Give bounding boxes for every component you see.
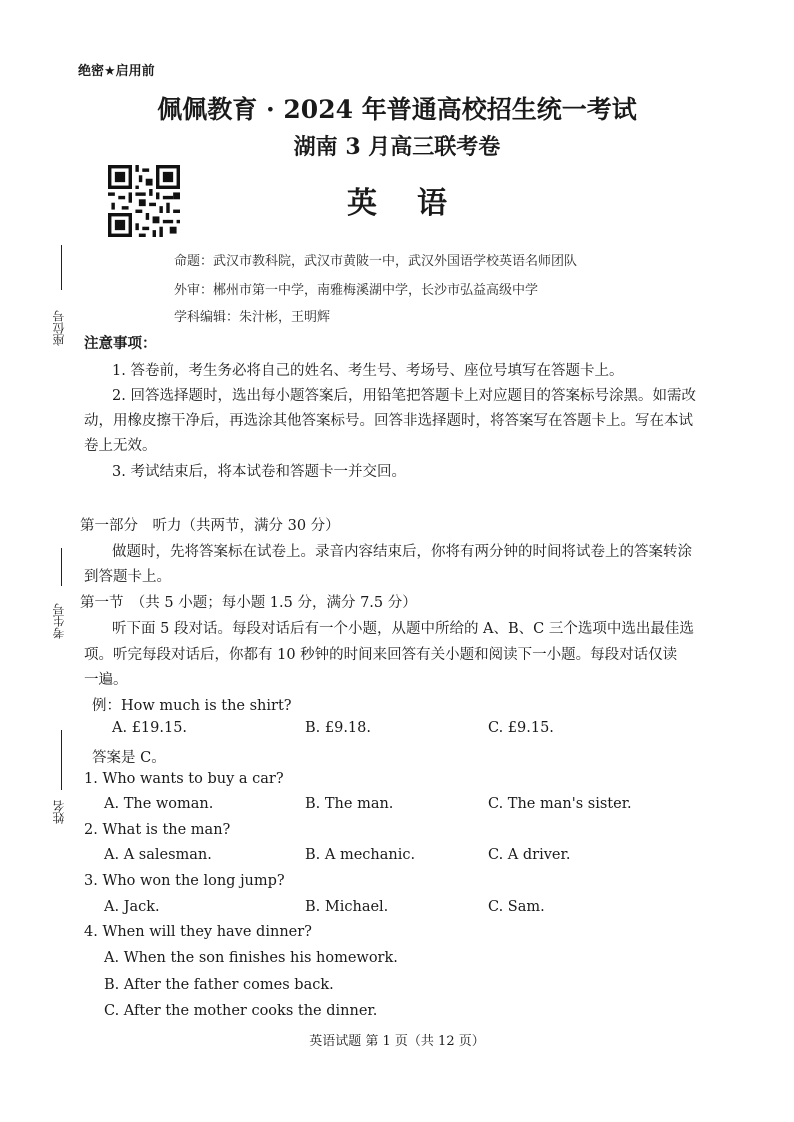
question-option: C. A driver. xyxy=(488,847,571,863)
confidential-mark: 绝密★启用前 xyxy=(78,64,155,79)
example-option-b: B. £9.18. xyxy=(305,720,371,736)
margin-label-exam-number: 考生号 xyxy=(52,603,66,639)
notes-item-2-cont: 动，用橡皮擦干净后，再选涂其他答案标号。回答非选择题时，将答案写在答题卡上。写在本试 xyxy=(84,413,693,429)
notes-item-2: 2. 回答选择题时，选出每小题答案后，用铅笔把答题卡上对应题目的答案标号涂黑。如需改 xyxy=(112,388,696,404)
part1-intro-cont: 到答题卡上。 xyxy=(84,569,171,585)
question-stem: 4. When will they have dinner? xyxy=(84,924,312,940)
question-option: B. After the father comes back. xyxy=(104,977,334,993)
question-option: B. A mechanic. xyxy=(305,847,416,863)
notes-item-2-cont: 卷上无效。 xyxy=(84,438,157,454)
question-stem: 2. What is the man? xyxy=(84,822,231,838)
margin-line xyxy=(61,730,62,790)
question-option: C. The man's sister. xyxy=(488,796,632,812)
margin-line xyxy=(61,245,62,290)
question-option: A. Jack. xyxy=(104,899,160,915)
credit-setters: 命题：武汉市教科院，武汉市黄陂一中，武汉外国语学校英语名师团队 xyxy=(174,254,578,269)
margin-label-name: 姓名 xyxy=(52,800,66,824)
margin-label-seat: 座位号 xyxy=(52,310,66,346)
example-option-c: C. £9.15. xyxy=(488,720,554,736)
subject-title: 英语 xyxy=(347,186,487,221)
part1-heading: 第一部分 听力（共两节，满分 30 分） xyxy=(80,518,340,534)
question-option: A. A salesman. xyxy=(104,847,212,863)
question-option: C. After the mother cooks the dinner. xyxy=(104,1003,378,1019)
question-option: A. When the son finishes his homework. xyxy=(104,950,398,966)
section1-instructions-cont: 一遍。 xyxy=(84,672,128,688)
question-stem: 1. Who wants to buy a car? xyxy=(84,771,284,787)
exam-title: 佩佩教育 · 2024 年普通高校招生统一考试 xyxy=(157,95,637,124)
section1-instructions: 听下面 5 段对话。每段对话后有一个小题，从题中所给的 A、B、C 三个选项中选出最佳选 xyxy=(112,621,694,637)
exam-subtitle: 湖南 3 月高三联考卷 xyxy=(293,134,501,160)
notes-item-1: 1. 答卷前，考生务必将自己的姓名、考生号、考场号、座位号填写在答题卡上。 xyxy=(112,363,624,379)
margin-line xyxy=(61,548,62,586)
question-option: B. Michael. xyxy=(305,899,389,915)
notes-heading: 注意事项： xyxy=(84,335,157,352)
notes-item-3: 3. 考试结束后，将本试卷和答题卡一并交回。 xyxy=(112,464,406,480)
section1-instructions-cont: 项。听完每段对话后，你都有 10 秒钟的时间来回答有关小题和阅读下一小题。每段对话仅读 xyxy=(84,647,678,663)
question-option: C. Sam. xyxy=(488,899,545,915)
section1-heading: 第一节 （共 5 小题；每小题 1.5 分，满分 7.5 分） xyxy=(80,595,417,611)
question-stem: 3. Who won the long jump? xyxy=(84,873,285,889)
example-option-a: A. £19.15. xyxy=(112,720,188,736)
page-footer: 英语试题 第 1 页（共 12 页） xyxy=(309,1034,485,1049)
credit-editors: 学科编辑：朱汁彬，王明辉 xyxy=(174,310,331,325)
question-option: B. The man. xyxy=(305,796,394,812)
credit-reviewers: 外审：郴州市第一中学，南雅梅溪湖中学，长沙市弘益高级中学 xyxy=(174,283,539,298)
example-answer: 答案是 C。 xyxy=(92,750,166,766)
question-option: A. The woman. xyxy=(104,796,214,812)
part1-intro: 做题时，先将答案标在试卷上。录音内容结束后，你将有两分钟的时间将试卷上的答案转涂 xyxy=(112,544,692,560)
example-question: 例：How much is the shirt? xyxy=(92,698,292,714)
